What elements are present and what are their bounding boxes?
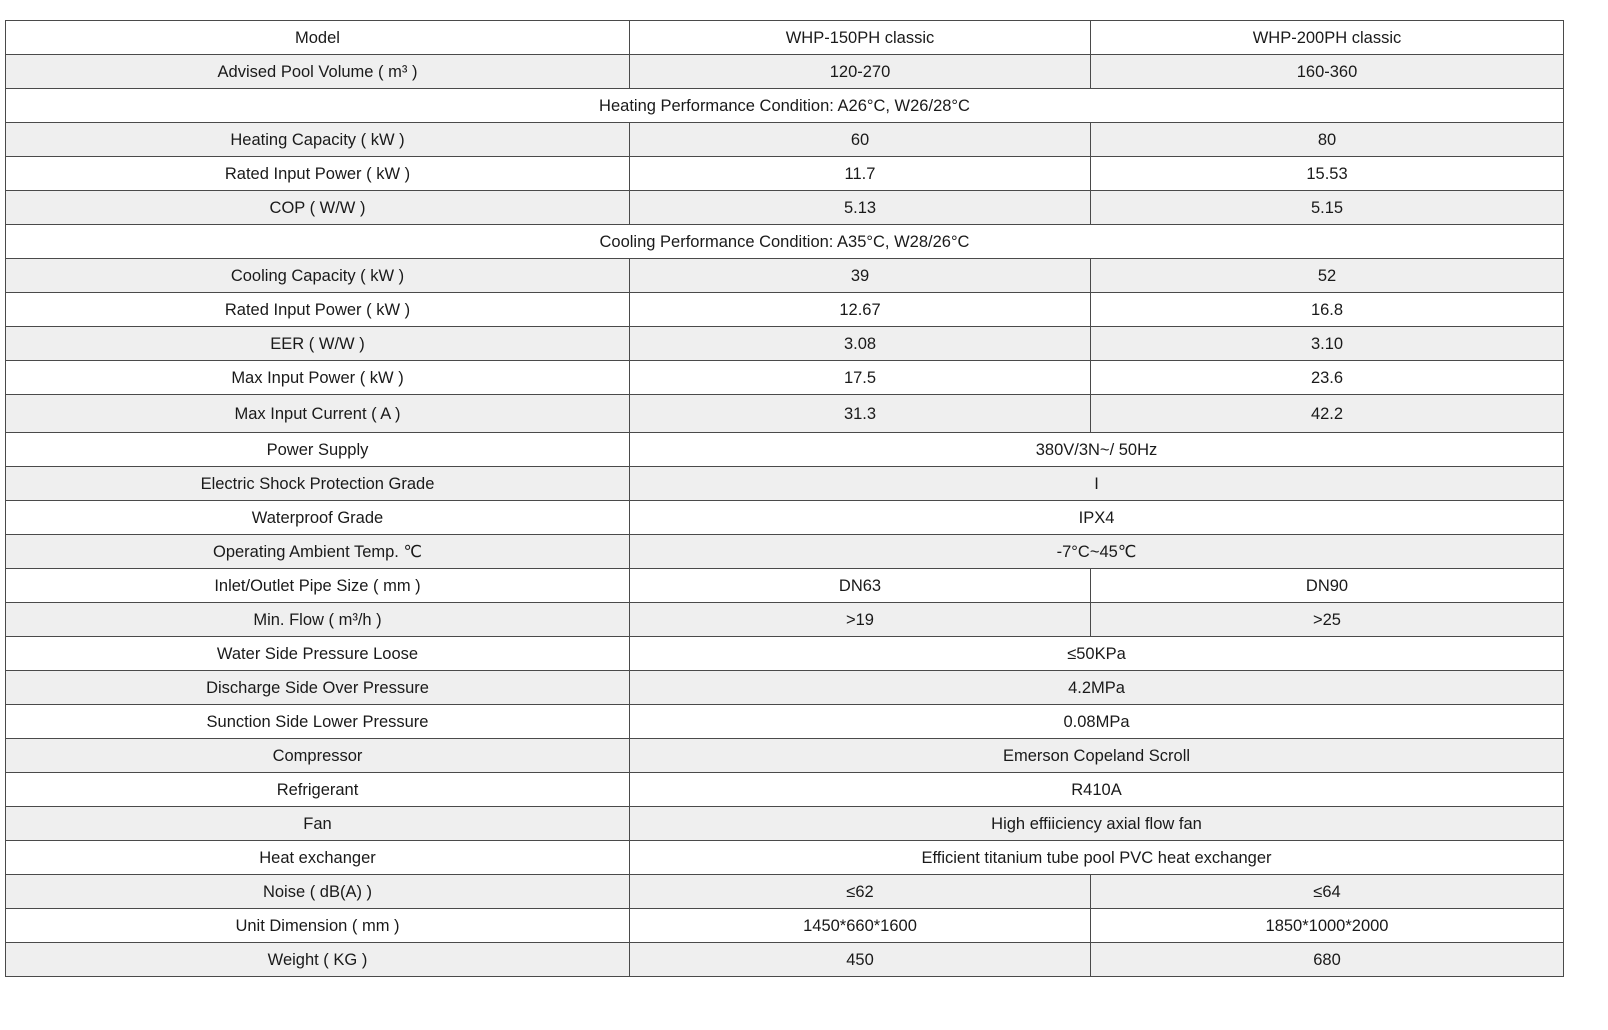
spec-value-cell-model-b: >25 — [1091, 603, 1564, 637]
spec-value-cell-model-b: ≤64 — [1091, 875, 1564, 909]
spec-value-cell-model-b: WHP-200PH classic — [1091, 21, 1564, 55]
spec-label-cell: Weight ( KG ) — [6, 943, 630, 977]
table-row — [6, 293, 1564, 327]
spec-label-cell: Model — [6, 21, 630, 55]
spec-value-cell-shared: R410A — [630, 773, 1564, 807]
spec-label-cell: Max Input Power ( kW ) — [6, 361, 630, 395]
table-row — [6, 21, 1564, 55]
spec-value-cell-model-b: 16.8 — [1091, 293, 1564, 327]
table-row — [6, 875, 1564, 909]
spec-value-cell-model-a: 450 — [630, 943, 1091, 977]
spec-table-body — [6, 21, 1564, 977]
table-row — [6, 739, 1564, 773]
spec-label-cell: Max Input Current ( A ) — [6, 395, 630, 433]
spec-label-cell: Heat exchanger — [6, 841, 630, 875]
table-row — [6, 671, 1564, 705]
spec-value-cell-model-b: 52 — [1091, 259, 1564, 293]
table-row — [6, 157, 1564, 191]
spec-value-cell-shared: 380V/3N~/ 50Hz — [630, 433, 1564, 467]
spec-label-cell: COP ( W/W ) — [6, 191, 630, 225]
spec-label-cell: Discharge Side Over Pressure — [6, 671, 630, 705]
spec-value-cell-model-a: 60 — [630, 123, 1091, 157]
spec-value-cell-model-a: 39 — [630, 259, 1091, 293]
spec-label-cell: Rated Input Power ( kW ) — [6, 157, 630, 191]
spec-label-cell: Electric Shock Protection Grade — [6, 467, 630, 501]
table-row — [6, 501, 1564, 535]
table-row — [6, 773, 1564, 807]
spec-value-cell-shared: IPX4 — [630, 501, 1564, 535]
spec-value-cell-shared: Efficient titanium tube pool PVC heat exchanger — [630, 841, 1564, 875]
spec-value-cell-model-b: 1850*1000*2000 — [1091, 909, 1564, 943]
spec-value-cell-model-a: DN63 — [630, 569, 1091, 603]
section-row — [6, 225, 1564, 259]
spec-label-cell: Heating Capacity ( kW ) — [6, 123, 630, 157]
spec-table — [5, 20, 1564, 977]
table-row — [6, 191, 1564, 225]
spec-label-cell: Cooling Capacity ( kW ) — [6, 259, 630, 293]
spec-value-cell-model-b: 15.53 — [1091, 157, 1564, 191]
table-row — [6, 569, 1564, 603]
table-row — [6, 909, 1564, 943]
table-row — [6, 943, 1564, 977]
spec-label-cell: Refrigerant — [6, 773, 630, 807]
table-row — [6, 433, 1564, 467]
spec-value-cell-shared: I — [630, 467, 1564, 501]
spec-value-cell-model-b: 23.6 — [1091, 361, 1564, 395]
spec-label-cell: Unit Dimension ( mm ) — [6, 909, 630, 943]
spec-value-cell-model-b: 3.10 — [1091, 327, 1564, 361]
spec-value-cell-shared: High effiiciency axial flow fan — [630, 807, 1564, 841]
table-row — [6, 535, 1564, 569]
spec-value-cell-model-a: 17.5 — [630, 361, 1091, 395]
spec-value-cell-model-b: 42.2 — [1091, 395, 1564, 433]
spec-label-cell: Advised Pool Volume ( m³ ) — [6, 55, 630, 89]
spec-value-cell-shared: 0.08MPa — [630, 705, 1564, 739]
spec-label-cell: Fan — [6, 807, 630, 841]
table-row — [6, 395, 1564, 433]
spec-label-cell: Operating Ambient Temp. ℃ — [6, 535, 630, 569]
section-row — [6, 89, 1564, 123]
spec-value-cell-model-b: 160-360 — [1091, 55, 1564, 89]
table-row — [6, 361, 1564, 395]
spec-label-cell: Min. Flow ( m³/h ) — [6, 603, 630, 637]
spec-value-cell-model-b: 80 — [1091, 123, 1564, 157]
spec-value-cell-model-a: 31.3 — [630, 395, 1091, 433]
spec-value-cell-model-a: ≤62 — [630, 875, 1091, 909]
spec-value-cell-model-b: DN90 — [1091, 569, 1564, 603]
table-row — [6, 807, 1564, 841]
spec-label-cell: EER ( W/W ) — [6, 327, 630, 361]
spec-label-cell: Compressor — [6, 739, 630, 773]
spec-label-cell: Power Supply — [6, 433, 630, 467]
spec-value-cell-shared: 4.2MPa — [630, 671, 1564, 705]
spec-value-cell-model-a: 12.67 — [630, 293, 1091, 327]
spec-value-cell-model-a: >19 — [630, 603, 1091, 637]
table-row — [6, 55, 1564, 89]
spec-value-cell-model-b: 680 — [1091, 943, 1564, 977]
spec-label-cell: Waterproof Grade — [6, 501, 630, 535]
spec-label-cell: Inlet/Outlet Pipe Size ( mm ) — [6, 569, 630, 603]
table-row — [6, 467, 1564, 501]
spec-value-cell-model-a: 3.08 — [630, 327, 1091, 361]
spec-label-cell: Rated Input Power ( kW ) — [6, 293, 630, 327]
table-row — [6, 123, 1564, 157]
spec-label-cell: Sunction Side Lower Pressure — [6, 705, 630, 739]
spec-value-cell-model-a: 5.13 — [630, 191, 1091, 225]
spec-label-cell: Noise ( dB(A) ) — [6, 875, 630, 909]
table-row — [6, 705, 1564, 739]
spec-value-cell-shared: Emerson Copeland Scroll — [630, 739, 1564, 773]
section-header-cell: Heating Performance Condition: A26°C, W26/28°C — [6, 89, 1564, 123]
table-row — [6, 841, 1564, 875]
spec-label-cell: Water Side Pressure Loose — [6, 637, 630, 671]
table-row — [6, 327, 1564, 361]
spec-value-cell-model-b: 5.15 — [1091, 191, 1564, 225]
table-row — [6, 637, 1564, 671]
spec-value-cell-model-a: 1450*660*1600 — [630, 909, 1091, 943]
table-row — [6, 603, 1564, 637]
spec-value-cell-shared: -7°C~45℃ — [630, 535, 1564, 569]
section-header-cell: Cooling Performance Condition: A35°C, W28/26°C — [6, 225, 1564, 259]
spec-value-cell-shared: ≤50KPa — [630, 637, 1564, 671]
spec-value-cell-model-a: WHP-150PH classic — [630, 21, 1091, 55]
table-row — [6, 259, 1564, 293]
spec-value-cell-model-a: 120-270 — [630, 55, 1091, 89]
spec-value-cell-model-a: 11.7 — [630, 157, 1091, 191]
